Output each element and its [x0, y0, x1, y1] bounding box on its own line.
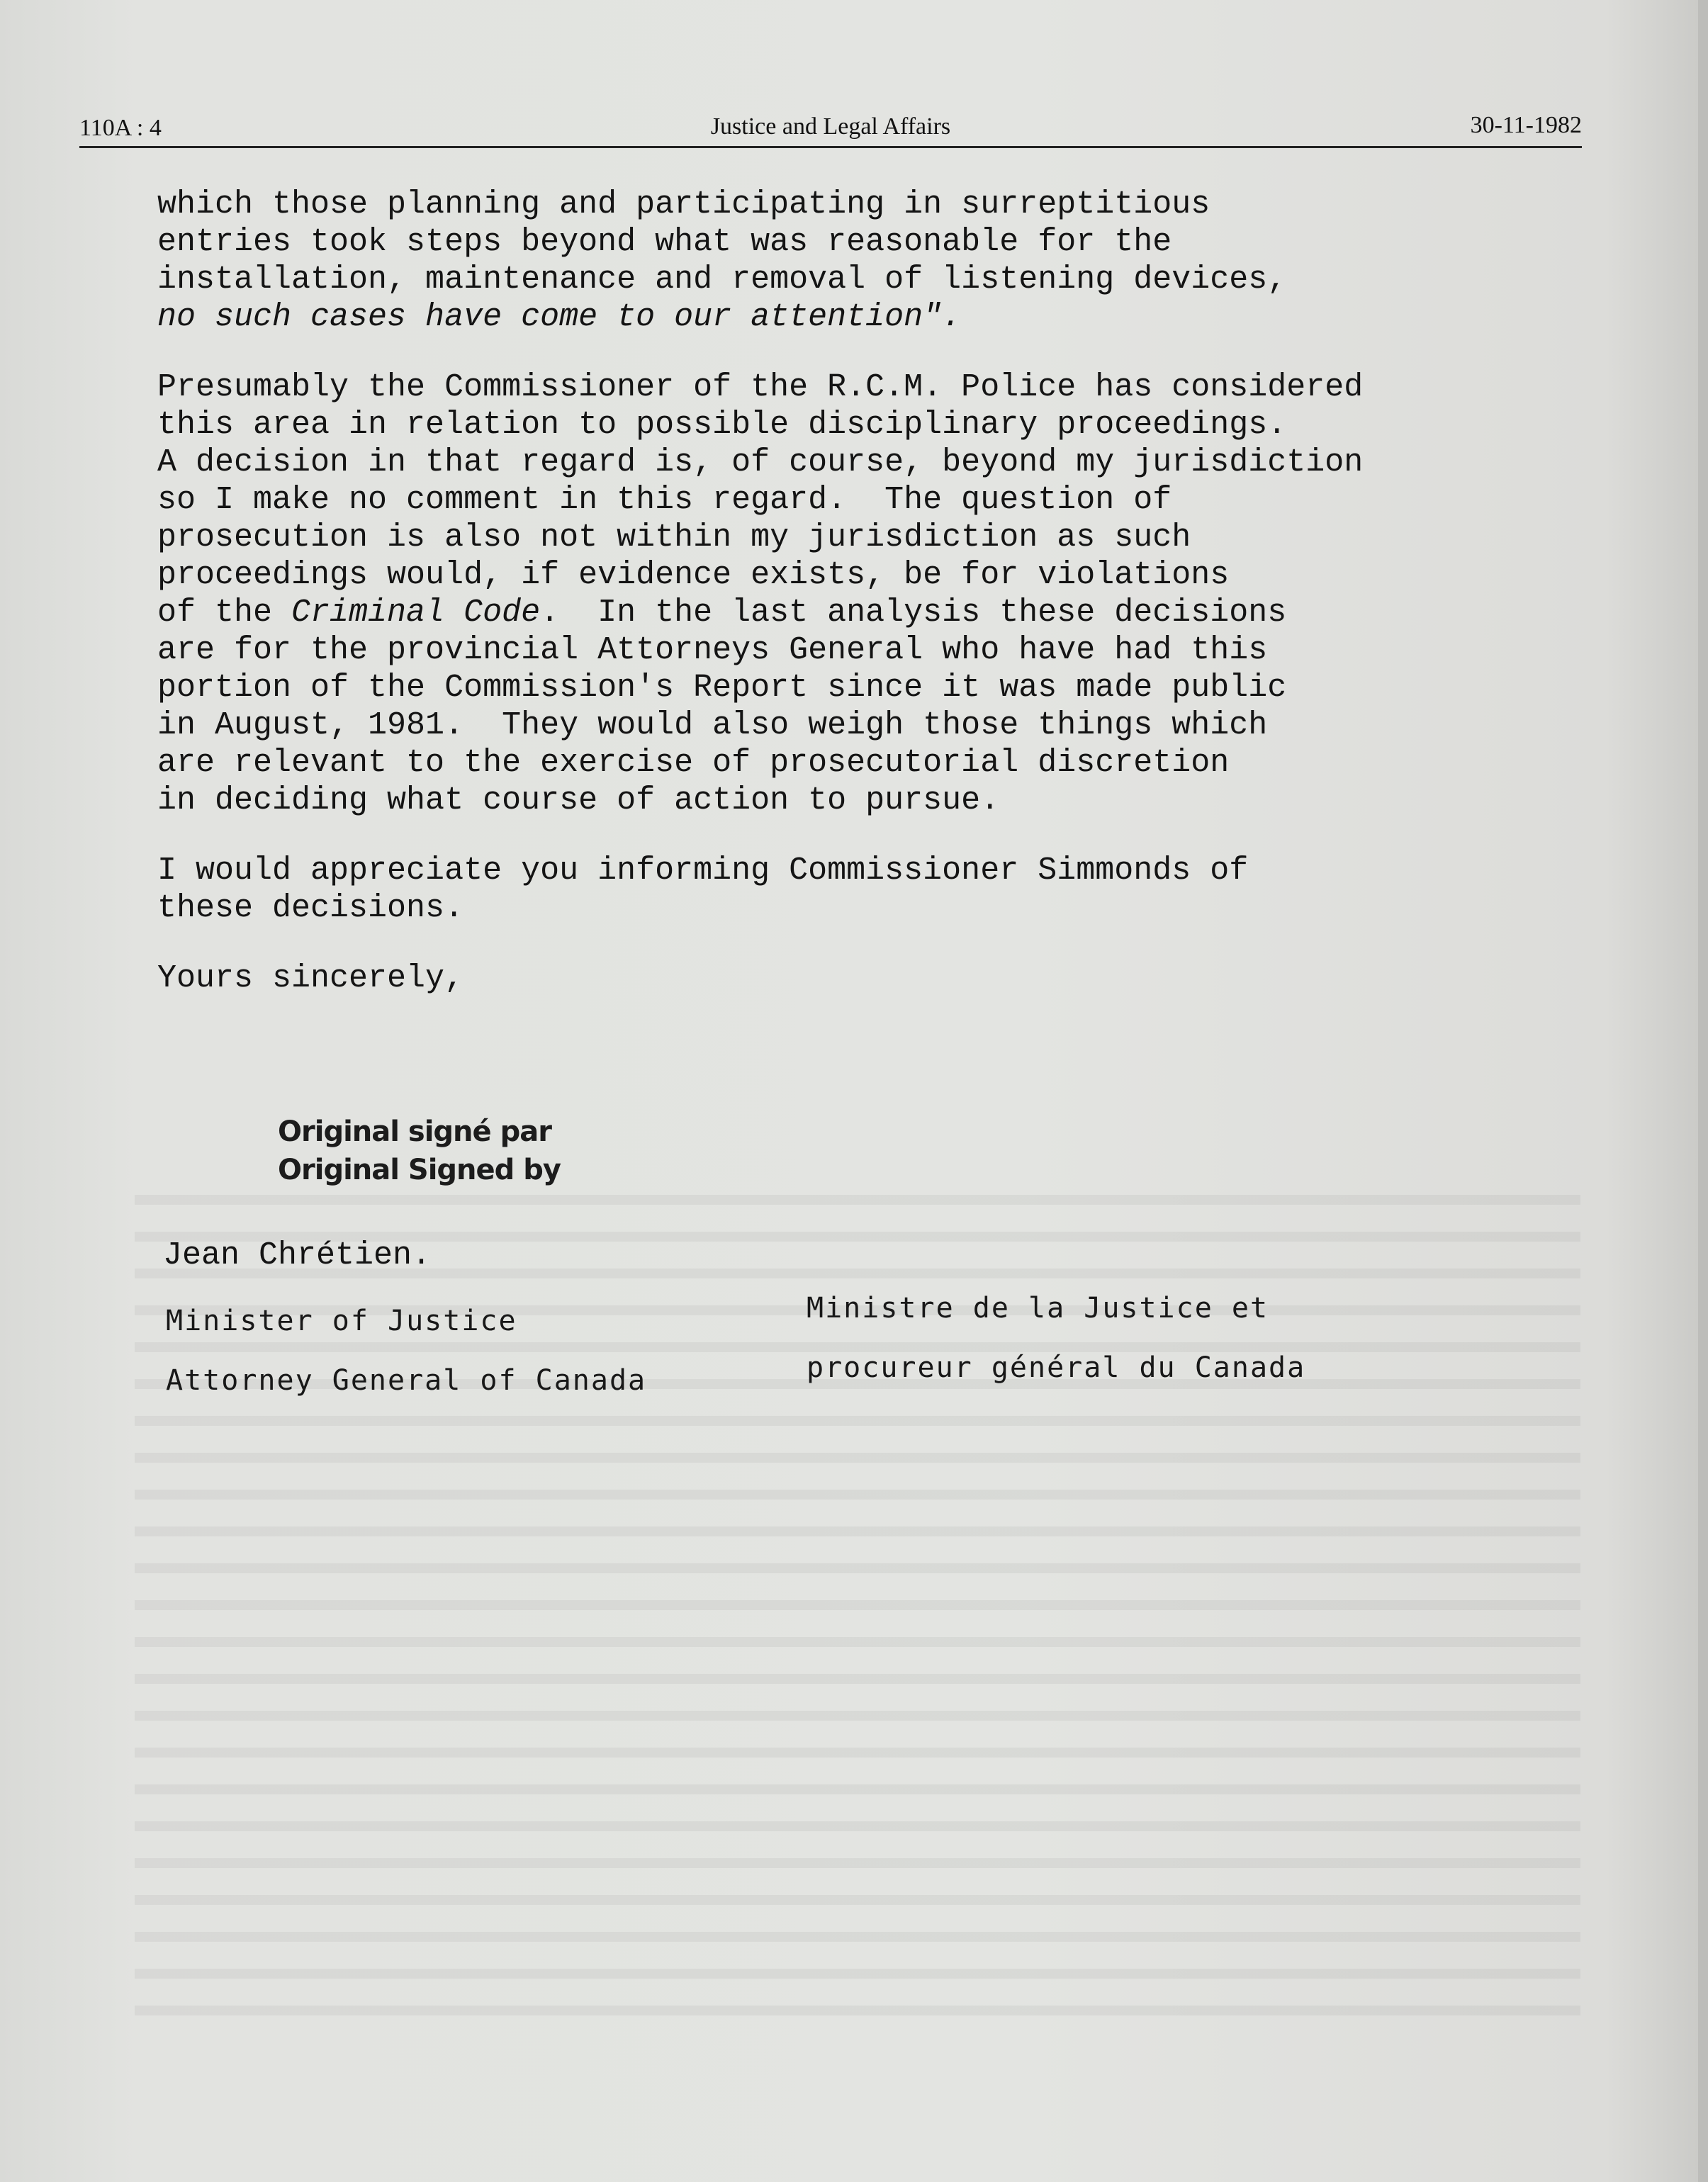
page-header — [79, 106, 1582, 149]
stamp-line-french: Original signé par — [278, 1115, 551, 1148]
text-line: this area in relation to possible disciplinary proceedings. — [157, 407, 1287, 443]
text-line: no such cases have come to our attention". — [157, 299, 962, 335]
letter-body — [157, 186, 1561, 1030]
closing-line: Yours sincerely, — [157, 960, 464, 996]
title-line: Minister of Justice — [166, 1305, 517, 1337]
title-line: procureur général du Canada — [807, 1351, 1306, 1384]
text-line: proceedings would, if evidence exists, be for violations — [157, 557, 1230, 593]
text-line: Presumably the Commissioner of the R.C.M. Police has considered — [157, 369, 1364, 405]
text-line: are for the provincial Attorneys General who have had this — [157, 632, 1268, 668]
title-line: Attorney General of Canada — [166, 1364, 647, 1397]
paragraph-2 — [157, 369, 1561, 819]
italic-term: Criminal Code — [291, 595, 541, 631]
text-line: so I make no comment in this regard. The question of — [157, 482, 1172, 518]
text-line: in deciding what course of action to pursue. — [157, 782, 1000, 819]
text-line: installation, maintenance and removal of listening devices, — [157, 261, 1287, 298]
text-line: of the Criminal Code. In the last analysis these decisions — [157, 595, 1287, 631]
stamp-line-english: Original Signed by — [278, 1154, 561, 1186]
text-line: in August, 1981. They would also weigh those things which — [157, 707, 1268, 743]
header-date: 30-11-1982 — [1470, 112, 1582, 138]
text-line: portion of the Commission's Report since it was made public — [157, 670, 1287, 706]
text-line: A decision in that regard is, of course, beyond my jurisdiction — [157, 444, 1364, 480]
title-line: Ministre de la Justice et — [807, 1292, 1269, 1325]
signature-stamp — [278, 1113, 561, 1189]
closing — [157, 960, 1561, 997]
header-rule — [79, 146, 1582, 148]
text-line: I would appreciate you informing Commissioner Simmonds of — [157, 853, 1249, 889]
text-line: prosecution is also not within my jurisdiction as such — [157, 519, 1191, 556]
text-line: entries took steps beyond what was reasonable for the — [157, 224, 1172, 260]
text-line: these decisions. — [157, 890, 464, 926]
paragraph-3 — [157, 852, 1561, 927]
paragraph-1 — [157, 186, 1561, 336]
page-edge — [1698, 0, 1708, 2182]
running-title: Justice and Legal Affairs — [710, 113, 951, 140]
page-number: 110A : 4 — [79, 115, 162, 141]
text-line: which those planning and participating in surreptitious — [157, 186, 1210, 223]
signer-title-french — [807, 1278, 1305, 1398]
signer-name: Jean Chrétien. — [163, 1237, 432, 1273]
text-line: are relevant to the exercise of prosecutorial discretion — [157, 745, 1230, 781]
signer-title-english — [166, 1291, 646, 1410]
